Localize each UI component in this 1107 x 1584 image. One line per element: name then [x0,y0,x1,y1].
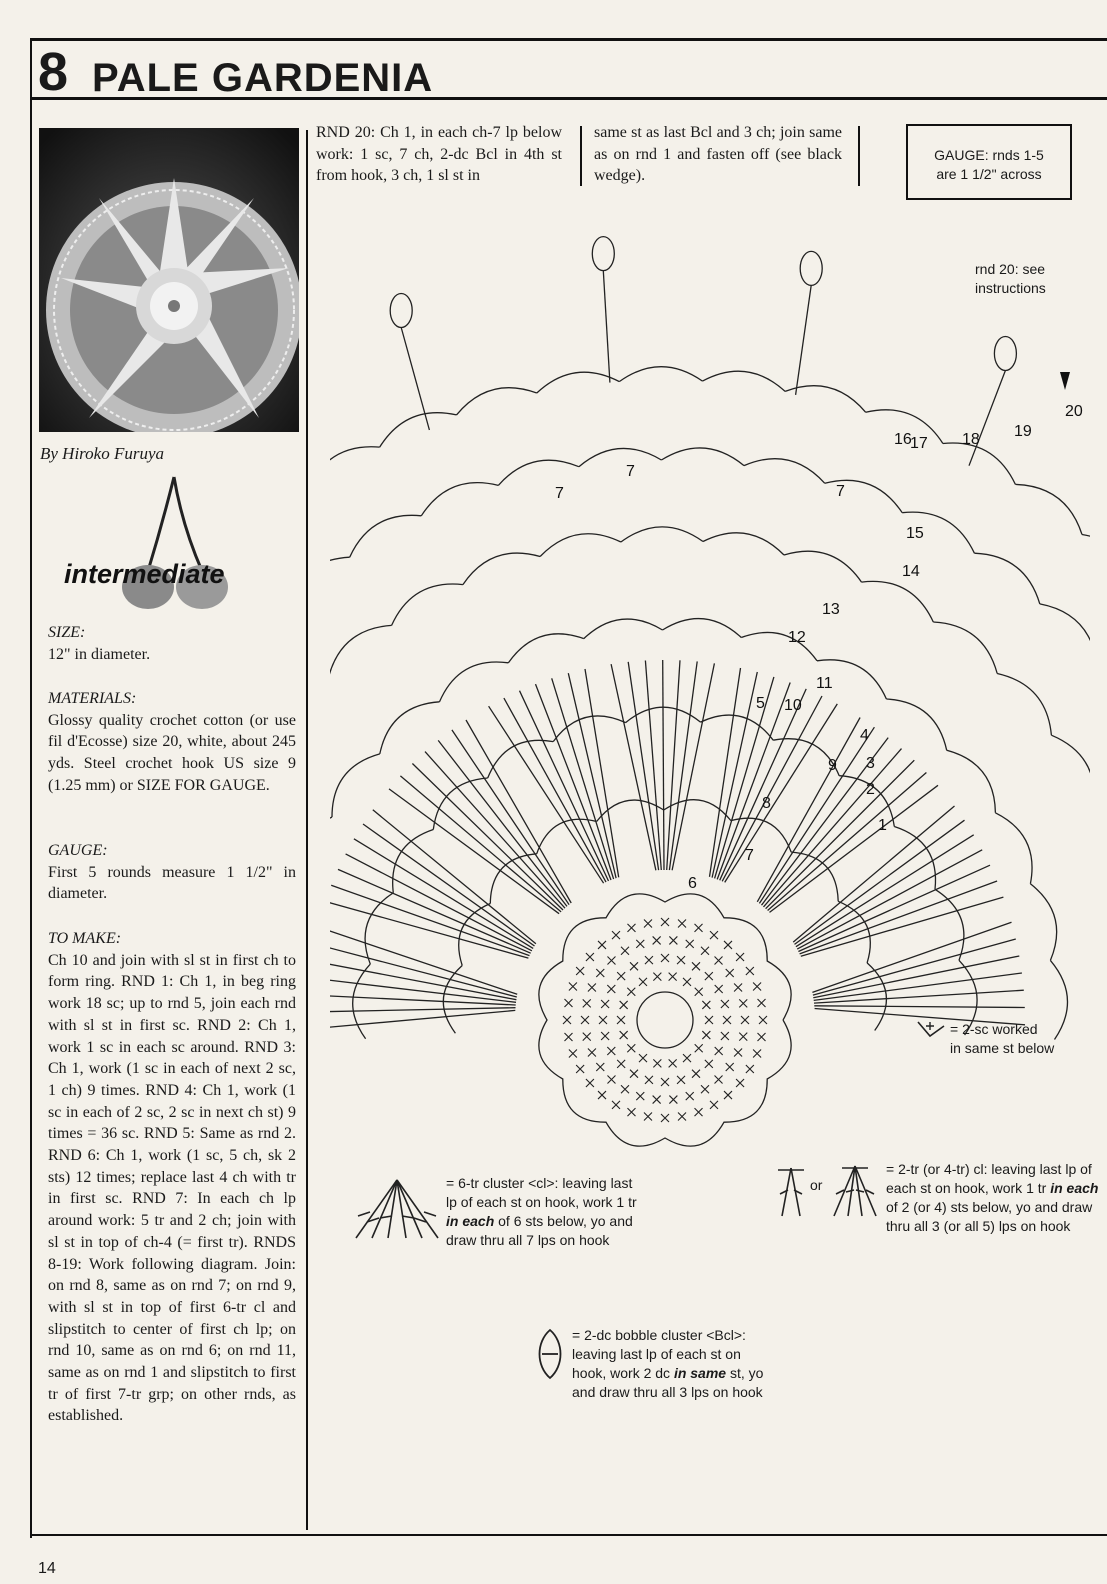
tr-stem [338,869,531,953]
chain-loop [330,447,380,489]
chain-loop [1040,604,1090,664]
pattern-number: 8 [38,42,69,102]
tr-stem [330,944,517,997]
crochet-chart [330,220,1090,1160]
sc-mark [739,1033,747,1041]
picot-chain [401,328,429,431]
four-tr-cluster-symbol [830,1162,880,1220]
picot-chain [603,271,610,383]
sc-mark [724,941,732,949]
sc-mark [617,972,625,980]
sc-mark [644,1113,652,1121]
sc-mark [581,1016,589,1024]
six-tr-line3-rest: of 6 sts below, yo and [494,1213,633,1229]
sc-mark [617,1016,625,1024]
round-label: 20 [1065,403,1083,420]
difficulty-badge [62,475,282,615]
chain-loop [421,483,498,516]
chain-loop [433,778,487,830]
round-label: 10 [784,697,802,714]
sc-mark [695,1044,703,1052]
sc-mark [661,954,669,962]
chain-loop [785,386,866,413]
chain-loop [701,715,774,740]
two-sc-line2: in same st below [950,1040,1055,1056]
sc-mark [620,1001,628,1009]
sc-mark [612,931,620,939]
sc-mark [758,1033,766,1041]
round-label: 14 [902,563,920,580]
materials-section [48,688,296,797]
sc-mark [669,1096,677,1104]
sc-mark [601,1000,609,1008]
gauge-section [48,840,296,905]
chain-loop [933,622,997,674]
chain-loop [974,553,1039,604]
sc-mark [586,953,594,961]
round-label: 7 [745,847,754,864]
sc-mark [710,931,718,939]
sc-mark [564,999,572,1007]
tr-stem [793,806,954,942]
six-tr-cluster-symbol [350,1172,444,1244]
sc-mark [607,1075,615,1083]
rnd20-note-line1: rnd 20: see [975,261,1046,277]
sc-mark [705,972,713,980]
sc-mark [612,1101,620,1109]
rnd20-divider [580,126,582,186]
sc-mark [753,982,761,990]
six-tr-line2: lp of each st on hook, work 1 tr [446,1194,637,1210]
bobble-emphasis: in same [673,1365,727,1381]
sc-mark [715,957,723,965]
chain-loop [498,460,579,485]
sc-mark [758,999,766,1007]
two-tr-cluster-symbol [776,1164,806,1220]
chain-loop [943,443,1016,484]
six-tr-emphasis: in each [446,1213,495,1229]
sc-mark [721,1032,729,1040]
chain-loop [488,740,554,778]
sc-mark [621,1085,629,1093]
sc-mark [753,1050,761,1058]
round-labels [555,403,1083,892]
two-tr-line4: thru all 3 (or all 5) lps on hook [886,1218,1071,1234]
size-section [48,622,296,665]
sc-mark [627,988,635,996]
sc-mark [686,1092,694,1100]
chain-loop [537,372,620,393]
chain-loop [1082,535,1090,593]
chain-loop [392,584,463,625]
round-label: 18 [962,431,980,448]
difficulty-label: intermediate [64,559,225,589]
two-sc-symbol [914,1018,950,1042]
chart-marks [563,918,767,1122]
tr-stem [814,1006,1025,1008]
sc-mark [726,1063,734,1071]
chain-loop [744,459,825,484]
sc-mark [746,1065,754,1073]
sc-mark [734,983,742,991]
size-heading: SIZE: [48,624,86,641]
tr-stem [812,922,1011,992]
sc-mark [692,962,700,970]
sc-mark [723,1016,731,1024]
chart-strokes [330,237,1090,1147]
chain-loop [703,533,784,555]
sc-mark [661,1078,669,1086]
sc-mark [601,1032,609,1040]
doily-photo-image [39,128,299,432]
page-number: 14 [38,1560,56,1577]
chain-loop [443,966,462,1034]
tr-stem [795,820,965,944]
chain-loop [380,413,457,447]
gauge-text: First 5 rounds measure 1 1/2" in diameter. [48,863,296,903]
chain-loop [886,699,946,750]
sc-mark [669,936,677,944]
chain-loop [1015,484,1082,534]
sc-mark [596,1063,604,1071]
sc-mark [627,1108,635,1116]
six-tr-legend [446,1174,637,1250]
bobble-line4: and draw thru all 3 lps on hook [572,1384,763,1400]
sc-mark [617,1060,625,1068]
rnd20-note-line2: instructions [975,280,1046,296]
sc-mark [705,1060,713,1068]
sc-mark [741,1016,749,1024]
rnd20-divider-right [858,126,860,186]
six-tr-line4: draw thru all 7 lps on hook [446,1232,610,1248]
sc-mark [607,957,615,965]
chain-loop [459,904,491,966]
materials-heading: MATERIALS: [48,690,137,707]
chain-loop [663,619,742,638]
sc-mark [636,940,644,948]
bobble-line3-pre: hook, work 2 dc [572,1365,674,1381]
sc-mark [569,982,577,990]
tr-stem [373,810,536,944]
center-ring [637,992,693,1048]
chain-loop [353,964,371,1039]
chain-loop [330,817,332,889]
rnd20-text-col2: same st as last Bcl and 3 ch; join same as on rnd 1 and fasten off (see black wedge). [594,124,842,185]
sc-mark [576,967,584,975]
sc-mark [564,1033,572,1041]
sc-mark [683,1054,691,1062]
sc-mark [653,1059,661,1067]
round-label: 5 [756,695,765,712]
round-label: 2 [866,781,875,798]
sc-mark [569,1050,577,1058]
picot-chain [796,285,812,395]
chain-loop [463,553,540,585]
sc-mark [678,919,686,927]
sc-mark [661,918,669,926]
sc-mark [653,936,661,944]
chain-loop [579,448,662,466]
sc-mark [721,1000,729,1008]
sc-mark [576,1065,584,1073]
sc-mark [683,978,691,986]
size-text: 12" in diameter. [48,645,151,663]
sc-mark [607,985,615,993]
chain-loop [440,662,509,702]
or-word: or [810,1177,823,1193]
round-label: 16 [894,431,912,448]
sc-mark [669,973,677,981]
left-rule [30,38,32,1538]
chain-loop [862,581,934,622]
tr-stem [800,881,998,954]
bottom-rule [30,1534,1107,1536]
bobble-line1: = 2-dc bobble cluster <Bcl>: [572,1327,746,1343]
sc-mark [639,1054,647,1062]
tr-stem [722,696,822,881]
round-label: 17 [910,435,928,452]
chain-loop [584,619,663,639]
sc-mark [644,919,652,927]
round-label: 1 [878,817,887,834]
sc-mark [695,1108,703,1116]
bobble-mark [800,251,822,285]
tr-stem [330,1008,516,1012]
doily-photo [39,128,299,432]
sc-mark [669,1059,677,1067]
tr-stem [663,660,664,870]
byline: By Hiroko Furuya [40,444,165,463]
chain-loop [619,367,702,382]
chain-loop [995,813,1032,884]
chain-loop [1051,735,1090,805]
sc-mark [701,1085,709,1093]
chain-loop [332,754,380,817]
to-make-section [48,928,296,1427]
sc-mark [739,999,747,1007]
chain-loop [621,527,703,542]
tr-stem [798,865,990,951]
gauge-callout [906,124,1072,200]
bobble-mark [592,237,614,271]
sc-mark [653,1096,661,1104]
sc-mark [599,1016,607,1024]
round-label: 11 [816,675,833,692]
bobble-line3 [572,1364,763,1383]
sc-mark [702,1031,710,1039]
sc-mark [583,999,591,1007]
tr-stem [725,704,838,883]
two-tr-line2-pre: each st on hook, work 1 tr [886,1180,1051,1196]
gauge-callout-line2: are 1 1/2" across [936,166,1042,182]
tr-stem [801,897,1004,956]
round-label: 3 [866,755,875,772]
sc-mark [677,1076,685,1084]
chain-loop [508,634,583,663]
gauge-callout-line1: GAUGE: rnds 1-5 [934,147,1044,163]
sc-mark [645,1076,653,1084]
tr-stem [330,961,516,1000]
six-tr-line3 [446,1212,637,1231]
chain-loop [330,625,392,677]
sc-mark [746,967,754,975]
chain-loop [703,371,786,391]
sc-mark [627,924,635,932]
sc-mark [695,988,703,996]
chain-loop [330,557,350,609]
sc-mark [588,983,596,991]
sc-mark [627,1044,635,1052]
two-tr-line3: of 2 (or 4) sts below, yo and draw [886,1199,1093,1215]
center-scallop-ring [539,894,791,1146]
round-label: 19 [1014,423,1032,440]
to-make-text: Ch 10 and join with sl st in first ch to form ring. RND 1: Ch 1, in beg ring work 18 sc; up to rnd 5, join each rnd with sl st in first sc. RND 2: Ch 1, work 1 sc in each sc around. RND 3: Ch 1, work (1 sc in each of next 2 sc, 1 ch) 9 times. RND 4: Ch 1, work (1 sc in each of 2 sc, 2 sc in next ch st) 9 times = 36 sc. RND 5: Same as rnd 2. RND 6: Ch 1, work (1 sc, 5 ch, sk 2 sts) 12 times; replace last 4 ch with tr in first sc. RND 7: In each ch lp around work: 5 tr and 2 ch; join with sl st in top of ch-4 (= first tr). RNDS 8-19: Work following diagram. Join: on rnd 8, same as on rnd 7; on rnd 9, with sl st in top of first 6-tr cl and slipstitch to center of first ch lp; on rnd 10, same as on rnd 6; on rnd 11, same as on rnd 1 and slipstitch to first tr of first 7-tr grp; on other rnds, as established. [48,951,296,1425]
sc-mark [620,1031,628,1039]
to-make-heading: TO MAKE: [48,930,122,947]
sc-mark [563,1016,571,1024]
bobble-mark [390,294,412,328]
sc-mark [645,956,653,964]
tr-stem [331,885,529,955]
sc-mark [715,1075,723,1083]
sc-mark [705,1016,713,1024]
sc-mark [598,941,606,949]
tr-stem [536,684,612,880]
bobble-line2: leaving last lp of each st on [572,1346,741,1362]
two-tr-emphasis: in each [1050,1180,1099,1196]
gauge-heading: GAUGE: [48,842,108,859]
sc-mark [630,962,638,970]
sc-mark [736,1079,744,1087]
sc-mark [678,1113,686,1121]
sc-mark [736,953,744,961]
sc-mark [653,973,661,981]
sc-mark [724,1091,732,1099]
top-rule [30,38,1107,41]
tr-stem [504,698,606,882]
tr-stem [363,824,535,946]
two-tr-legend [886,1160,1098,1236]
two-sc-legend [950,1020,1054,1058]
chain-loop [935,889,964,960]
chain-loop [365,893,393,964]
sc-mark [588,1049,596,1057]
bobble-cluster-symbol [534,1326,566,1382]
round-label: 9 [828,757,837,774]
chain-loop [540,534,621,557]
sc-mark [726,969,734,977]
two-tr-line2 [886,1179,1098,1198]
sc-mark [596,969,604,977]
sc-mark [586,1079,594,1087]
tr-stem [489,706,604,883]
bobble-line3-post: st, yo [726,1365,764,1381]
round-label: 6 [688,875,697,892]
sc-mark [759,1016,767,1024]
sc-mark [583,1033,591,1041]
sc-mark [701,947,709,955]
tr-stem [346,854,532,951]
chain-loop [867,963,886,1031]
round-label: 8 [762,795,771,812]
sc-mark [715,985,723,993]
chain-loop [457,388,537,415]
chain-loop [380,702,440,754]
sc-mark [692,1070,700,1078]
sc-mark [661,1114,669,1122]
tr-stem [330,901,528,958]
six-tr-line1: = 6-tr cluster <cl>: leaving last [446,1175,633,1191]
round-label: 4 [860,727,869,744]
materials-text: Glossy quality crochet cotton (or use fil d'Ecosse) size 20, white, about 245 yds. Steel crochet hook US size 9 (1.25 mm) or SIZE FOR GAUGE. [48,711,296,794]
sc-mark [734,1049,742,1057]
column-divider [306,130,308,1530]
pattern-title: PALE GARDENIA [92,56,434,100]
sc-mark [702,1001,710,1009]
round-label: 13 [822,601,840,618]
round-label: 15 [906,525,924,542]
chain-loop [784,551,862,582]
chain-loop [350,515,422,557]
cherry-icon [62,475,282,615]
two-tr-line1: = 2-tr (or 4-tr) cl: leaving last lp of [886,1161,1092,1177]
sc-mark [695,924,703,932]
black-wedge-marker [1060,372,1070,390]
tr-stem [585,669,619,877]
tr-stem [330,995,516,1005]
bobble-mark [994,337,1016,371]
sc-mark [715,1047,723,1055]
round-label: 7 [555,485,564,502]
sc-mark [598,1091,606,1099]
chain-loop [947,750,996,813]
round-label: 7 [836,483,845,500]
rnd20-text-col1: RND 20: Ch 1, in each ch-7 lp below work: 1 sc, 7 ch, 2-dc Bcl in 4th st from hook, 3 ch, 1 sl st in [316,124,562,185]
sc-mark [639,978,647,986]
sc-mark [621,947,629,955]
sc-mark [630,1070,638,1078]
round-label: 12 [788,629,806,646]
chain-loop [894,827,935,890]
tr-stem [425,752,565,909]
sc-mark [677,956,685,964]
chain-loop [1030,884,1056,961]
bobble-legend [572,1326,763,1402]
sc-mark [686,940,694,948]
sc-mark [636,1092,644,1100]
two-sc-line1: = 2-sc worked [950,1021,1038,1037]
sc-mark [607,1047,615,1055]
round-label: 7 [626,463,635,480]
chain-loop [997,674,1051,736]
chain-loop [661,448,744,466]
sc-mark [710,1101,718,1109]
